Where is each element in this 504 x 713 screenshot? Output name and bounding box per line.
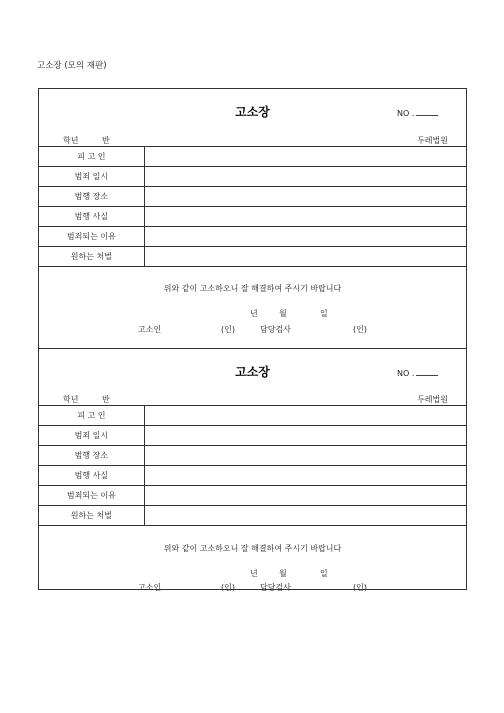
prosecutor-label: 담당검사 [260,583,291,592]
complainant-seal: (인) [221,583,235,592]
field-row [39,167,466,187]
form-title: 고소장 [235,105,270,119]
grade-label: 학년 [63,136,79,145]
month-label: 월 [279,569,287,578]
class-label: 반 [102,136,110,145]
form-number-label: NO . [397,109,415,118]
field-value[interactable] [144,486,466,506]
year-label: 년 [250,309,258,318]
field-row [39,506,466,526]
field-row [39,406,466,426]
form-number-blank[interactable] [416,108,438,116]
field-label: 범행 장소 [39,446,144,466]
field-value[interactable] [144,187,466,207]
prosecutor-seal: (인) [353,325,367,334]
form-number-label: NO . [397,369,415,378]
court-name: 두레법원 [417,136,448,145]
field-label: 범죄 일시 [39,426,144,446]
field-label: 피 고 인 [39,147,144,167]
field-row [39,187,466,207]
complaint-form-2 [39,348,466,591]
complaint-fields-table [39,405,466,526]
day-label: 일 [320,569,328,578]
field-row [39,446,466,466]
day-label: 일 [320,309,328,318]
document-label: 고소장 (모의 재판) [37,61,107,71]
request-text: 위와 같이 고소하오니 잘 해결하여 주시기 바랍니다 [163,284,342,293]
form-number-blank[interactable] [416,368,438,376]
form-title: 고소장 [235,365,270,379]
field-value[interactable] [144,227,466,247]
field-row [39,207,466,227]
field-label: 원하는 처벌 [39,506,144,526]
prosecutor-seal: (인) [353,583,367,592]
field-row [39,486,466,506]
form-number [397,108,438,118]
field-label: 원하는 처벌 [39,247,144,267]
field-label: 피 고 인 [39,406,144,426]
field-label: 범행 사실 [39,466,144,486]
field-value[interactable] [144,167,466,187]
complaint-form-1 [39,89,466,348]
field-label: 범죄 일시 [39,167,144,187]
field-label: 범죄되는 이유 [39,486,144,506]
request-text: 위와 같이 고소하오니 잘 해결하여 주시기 바랍니다 [163,544,342,553]
field-row [39,466,466,486]
field-value[interactable] [144,506,466,526]
form-number [397,368,438,378]
grade-label: 학년 [63,395,79,404]
field-value[interactable] [144,466,466,486]
complainant-label: 고소인 [138,325,162,334]
field-value[interactable] [144,406,466,426]
field-label: 범죄되는 이유 [39,227,144,247]
field-row [39,426,466,446]
court-name: 두레법원 [417,395,448,404]
field-value[interactable] [144,446,466,466]
field-value[interactable] [144,247,466,267]
class-label: 반 [102,395,110,404]
prosecutor-label: 담당검사 [260,325,291,334]
complainant-seal: (인) [221,325,235,334]
field-value[interactable] [144,426,466,446]
field-row [39,227,466,247]
year-label: 년 [250,569,258,578]
complaint-forms-frame [38,88,467,590]
field-label: 범행 사실 [39,207,144,227]
complaint-fields-table [39,146,466,267]
month-label: 월 [279,309,287,318]
field-row [39,247,466,267]
field-value[interactable] [144,207,466,227]
complainant-label: 고소인 [138,583,162,592]
field-value[interactable] [144,147,466,167]
field-row [39,147,466,167]
field-label: 범행 장소 [39,187,144,207]
